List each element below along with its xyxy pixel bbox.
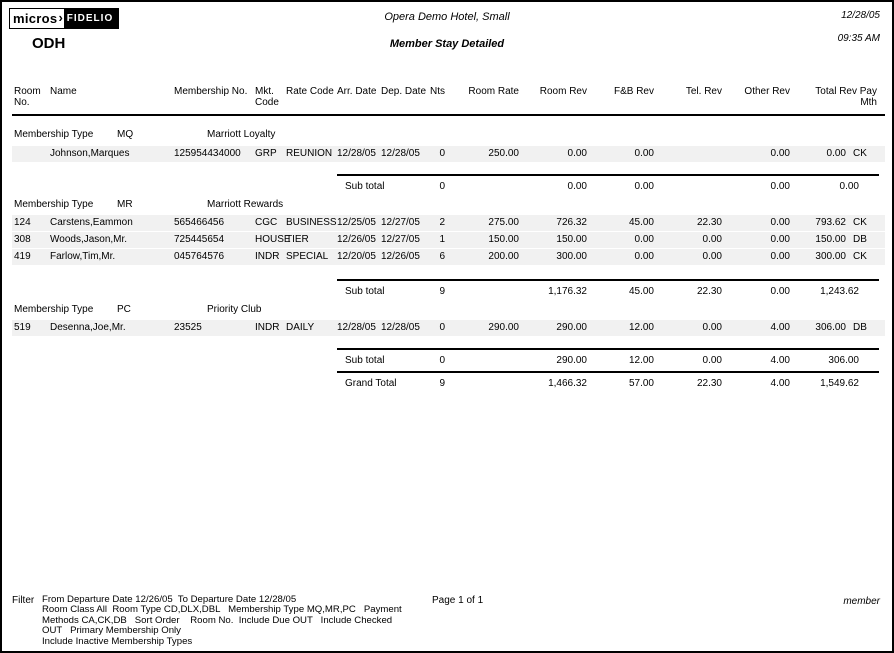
cell-fb-rev: 0.00 — [634, 234, 654, 245]
col-dep-date: Dep. Date — [381, 86, 427, 97]
cell-room-no: 519 — [14, 322, 31, 333]
cell-membership-no: 045764576 — [174, 251, 225, 262]
cell-other-rev: 0.00 — [770, 148, 790, 159]
cell-name: Carstens,Eammon — [50, 217, 133, 228]
filter-line: Methods CA,CK,DB Sort Order Room No. Include Due OUT Include Checked — [42, 614, 393, 626]
cell-dep-date: 12/28/05 — [381, 322, 420, 333]
cell-other-rev: 0.00 — [770, 217, 790, 228]
cell-room-no: 419 — [14, 251, 31, 262]
cell-mkt-code: GRP — [255, 148, 277, 159]
filter-line: Room Class All Room Type CD,DLX,DBL Membership Type MQ,MR,PC Payment — [42, 604, 402, 616]
cell-room-no: 124 — [14, 217, 31, 228]
subtotal-label: Sub total — [337, 174, 426, 193]
cell-room-no — [12, 146, 50, 162]
filter-line: OUT Primary Membership Only — [42, 625, 181, 637]
table-row — [12, 320, 885, 336]
cell-name: Johnson,Marques — [50, 148, 130, 159]
col-nts: Nts — [430, 86, 445, 97]
subtotal-tel-rev — [654, 174, 722, 193]
report-date: 12/28/05 — [841, 10, 880, 21]
subtotal-tel-rev: 0.00 — [654, 348, 722, 367]
cell-fb-rev: 12.00 — [628, 322, 654, 333]
col-room-no-line1: Room — [14, 86, 41, 97]
subtotal-spacer — [12, 348, 337, 367]
membership-type-name: Marriott Loyalty — [207, 129, 276, 140]
table-row — [12, 232, 885, 248]
cell-total-rev: 0.00 — [826, 148, 846, 159]
cell-dep-date: 12/28/05 — [381, 148, 420, 159]
subtotal-room-rev: 1,176.32 — [519, 279, 587, 298]
cell-nts: 6 — [439, 251, 445, 262]
filter-label: Filter — [12, 595, 35, 606]
subtotal-total-rev: 306.00 — [790, 348, 879, 367]
hotel-name: Opera Demo Hotel, Small — [384, 11, 510, 23]
grand-total-spacer — [12, 371, 337, 390]
cell-dep-date: 12/27/05 — [381, 217, 420, 228]
cell-room-rate: 150.00 — [488, 234, 519, 245]
cell-room-rate: 200.00 — [488, 251, 519, 262]
column-header-row — [12, 80, 885, 116]
col-room-no-line2: No. — [14, 97, 30, 108]
cell-rate-code: DAILY — [286, 322, 315, 333]
cell-room-rate: 290.00 — [488, 322, 519, 333]
cell-tel-rev — [654, 146, 722, 162]
col-membership-no: Membership No. — [174, 86, 248, 97]
subtotal-row — [12, 174, 885, 193]
membership-type-code: PC — [117, 304, 131, 315]
cell-rate-code: BUSINESS — [286, 217, 337, 228]
subtotal-room-rate — [445, 174, 519, 193]
cell-membership-no: 23525 — [174, 322, 202, 333]
grand-total-room-rate — [445, 371, 519, 390]
col-other-rev: Other Rev — [744, 86, 790, 97]
cell-fb-rev: 0.00 — [634, 251, 654, 262]
col-total-rev-line1: Total Rev Pay — [815, 86, 877, 97]
subtotal-other-rev: 4.00 — [722, 348, 790, 367]
cell-room-rate: 250.00 — [488, 148, 519, 159]
cell-pay-method: DB — [853, 234, 867, 245]
col-name: Name — [50, 86, 77, 97]
membership-type-label: Membership Type — [14, 129, 94, 140]
col-room-rate: Room Rate — [468, 86, 519, 97]
cell-mkt-code: HOUSE — [255, 234, 291, 245]
table-row — [12, 215, 885, 231]
subtotal-room-rate — [445, 348, 519, 367]
subtotal-other-rev: 0.00 — [722, 174, 790, 193]
subtotal-total-rev: 1,243.62 — [790, 279, 879, 298]
subtotal-nts: 9 — [426, 279, 445, 298]
cell-total-rev: 150.00 — [815, 234, 846, 245]
subtotal-room-rev: 290.00 — [519, 348, 587, 367]
subtotal-total-rev: 0.00 — [790, 174, 879, 193]
cell-mkt-code: CGC — [255, 217, 278, 228]
col-room-no — [12, 86, 50, 114]
cell-tel-rev: 0.00 — [702, 322, 722, 333]
cell-nts: 2 — [439, 217, 445, 228]
report-header — [2, 2, 892, 80]
col-mkt-code-line2: Code — [255, 97, 279, 108]
cell-pay-method: CK — [853, 148, 867, 159]
cell-membership-no: 725445654 — [174, 234, 225, 245]
membership-type-code: MR — [117, 199, 133, 210]
filter-line: Include Inactive Membership Types — [42, 635, 193, 647]
cell-room-rev: 300.00 — [556, 251, 587, 262]
report-table — [12, 80, 885, 390]
cell-arr-date: 12/25/05 — [337, 217, 376, 228]
property-code: ODH — [32, 35, 66, 52]
cell-name: Woods,Jason,Mr. — [50, 234, 128, 245]
membership-type-name: Marriott Rewards — [207, 199, 284, 210]
cell-nts: 0 — [439, 148, 445, 159]
cell-membership-no: 125954434000 — [174, 148, 241, 159]
logo-fidelio-text: FIDELIO — [64, 9, 118, 28]
logo-chevron-icon: › — [57, 9, 63, 28]
table-row — [12, 249, 885, 265]
cell-room-no: 308 — [14, 234, 31, 245]
subtotal-room-rate — [445, 279, 519, 298]
subtotal-fb-rev: 45.00 — [587, 279, 654, 298]
report-code: member — [843, 596, 880, 607]
cell-other-rev: 0.00 — [770, 251, 790, 262]
cell-tel-rev: 0.00 — [702, 234, 722, 245]
membership-type-label: Membership Type — [14, 199, 94, 210]
membership-group-header — [12, 198, 885, 211]
cell-membership-no: 565466456 — [174, 217, 225, 228]
subtotal-tel-rev: 22.30 — [654, 279, 722, 298]
cell-room-rev: 726.32 — [556, 217, 587, 228]
page-number: Page 1 of 1 — [432, 595, 484, 606]
report-title: Member Stay Detailed — [389, 38, 505, 50]
cell-total-rev: 793.62 — [815, 217, 846, 228]
cell-other-rev: 4.00 — [770, 322, 790, 333]
logo-micros-text: micros — [10, 9, 57, 28]
grand-total-room-rev: 1,466.32 — [519, 371, 587, 390]
subtotal-spacer — [12, 279, 337, 298]
grand-total-row — [12, 371, 885, 390]
subtotal-fb-rev: 0.00 — [587, 174, 654, 193]
cell-pay-method: CK — [853, 217, 867, 228]
cell-arr-date: 12/28/05 — [337, 148, 376, 159]
grand-total-tel-rev: 22.30 — [654, 371, 722, 390]
cell-room-rev: 290.00 — [556, 322, 587, 333]
cell-name: Desenna,Joe,Mr. — [50, 322, 126, 333]
col-tel-rev: Tel. Rev — [685, 86, 722, 97]
col-total-rev-line2: Mth — [860, 97, 877, 108]
cell-arr-date: 12/26/05 — [337, 234, 376, 245]
col-mkt-code — [255, 86, 286, 114]
subtotal-nts: 0 — [426, 174, 445, 193]
cell-dep-date: 12/26/05 — [381, 251, 420, 262]
grand-total-nts: 9 — [426, 371, 445, 390]
subtotal-spacer — [12, 174, 337, 193]
cell-rate-code: TIER — [286, 234, 309, 245]
cell-room-rev: 150.00 — [556, 234, 587, 245]
grand-total-label: Grand Total — [337, 371, 426, 390]
cell-mkt-code: INDR — [255, 322, 280, 333]
cell-pay-method: CK — [853, 251, 867, 262]
col-room-rev: Room Rev — [539, 86, 587, 97]
col-arr-date: Arr. Date — [337, 86, 377, 97]
cell-mkt-code: INDR — [255, 251, 280, 262]
cell-arr-date: 12/28/05 — [337, 322, 376, 333]
cell-rate-code: REUNION — [286, 148, 333, 159]
subtotal-other-rev: 0.00 — [722, 279, 790, 298]
subtotal-row — [12, 279, 885, 298]
cell-nts: 1 — [439, 234, 445, 245]
grand-total-total-rev: 1,549.62 — [790, 371, 879, 390]
membership-type-label: Membership Type — [14, 304, 94, 315]
cell-tel-rev: 0.00 — [702, 251, 722, 262]
col-mkt-code-line1: Mkt. — [255, 86, 274, 97]
cell-pay-method: DB — [853, 322, 867, 333]
cell-tel-rev: 22.30 — [696, 217, 722, 228]
membership-type-code: MQ — [117, 129, 134, 140]
report-time: 09:35 AM — [837, 33, 880, 44]
filter-criteria — [42, 595, 402, 647]
cell-rate-code: SPECIAL — [286, 251, 329, 262]
col-total-rev-pay-mth — [790, 86, 879, 114]
cell-fb-rev: 0.00 — [634, 148, 654, 159]
cell-nts: 0 — [439, 322, 445, 333]
membership-type-name: Priority Club — [207, 304, 262, 315]
grand-total-other-rev: 4.00 — [722, 371, 790, 390]
subtotal-row — [12, 348, 885, 367]
subtotal-nts: 0 — [426, 348, 445, 367]
subtotal-fb-rev: 12.00 — [587, 348, 654, 367]
cell-total-rev: 306.00 — [815, 322, 846, 333]
cell-total-rev: 300.00 — [815, 251, 846, 262]
cell-arr-date: 12/20/05 — [337, 251, 376, 262]
col-fb-rev: F&B Rev — [613, 86, 654, 97]
filter-line: From Departure Date 12/26/05 To Departure Date 12/28/05 — [42, 594, 297, 605]
membership-group-header — [12, 303, 885, 316]
cell-room-rev: 0.00 — [567, 148, 587, 159]
cell-other-rev: 0.00 — [770, 234, 790, 245]
subtotal-label: Sub total — [337, 348, 426, 367]
subtotal-room-rev: 0.00 — [519, 174, 587, 193]
col-rate-code: Rate Code — [286, 86, 334, 97]
cell-fb-rev: 45.00 — [628, 217, 654, 228]
subtotal-label: Sub total — [337, 279, 426, 298]
grand-total-fb-rev: 57.00 — [587, 371, 654, 390]
cell-name: Farlow,Tim,Mr. — [50, 251, 116, 262]
cell-room-rate: 275.00 — [488, 217, 519, 228]
cell-dep-date: 12/27/05 — [381, 234, 420, 245]
table-row — [12, 146, 885, 162]
membership-group-header — [12, 128, 885, 141]
